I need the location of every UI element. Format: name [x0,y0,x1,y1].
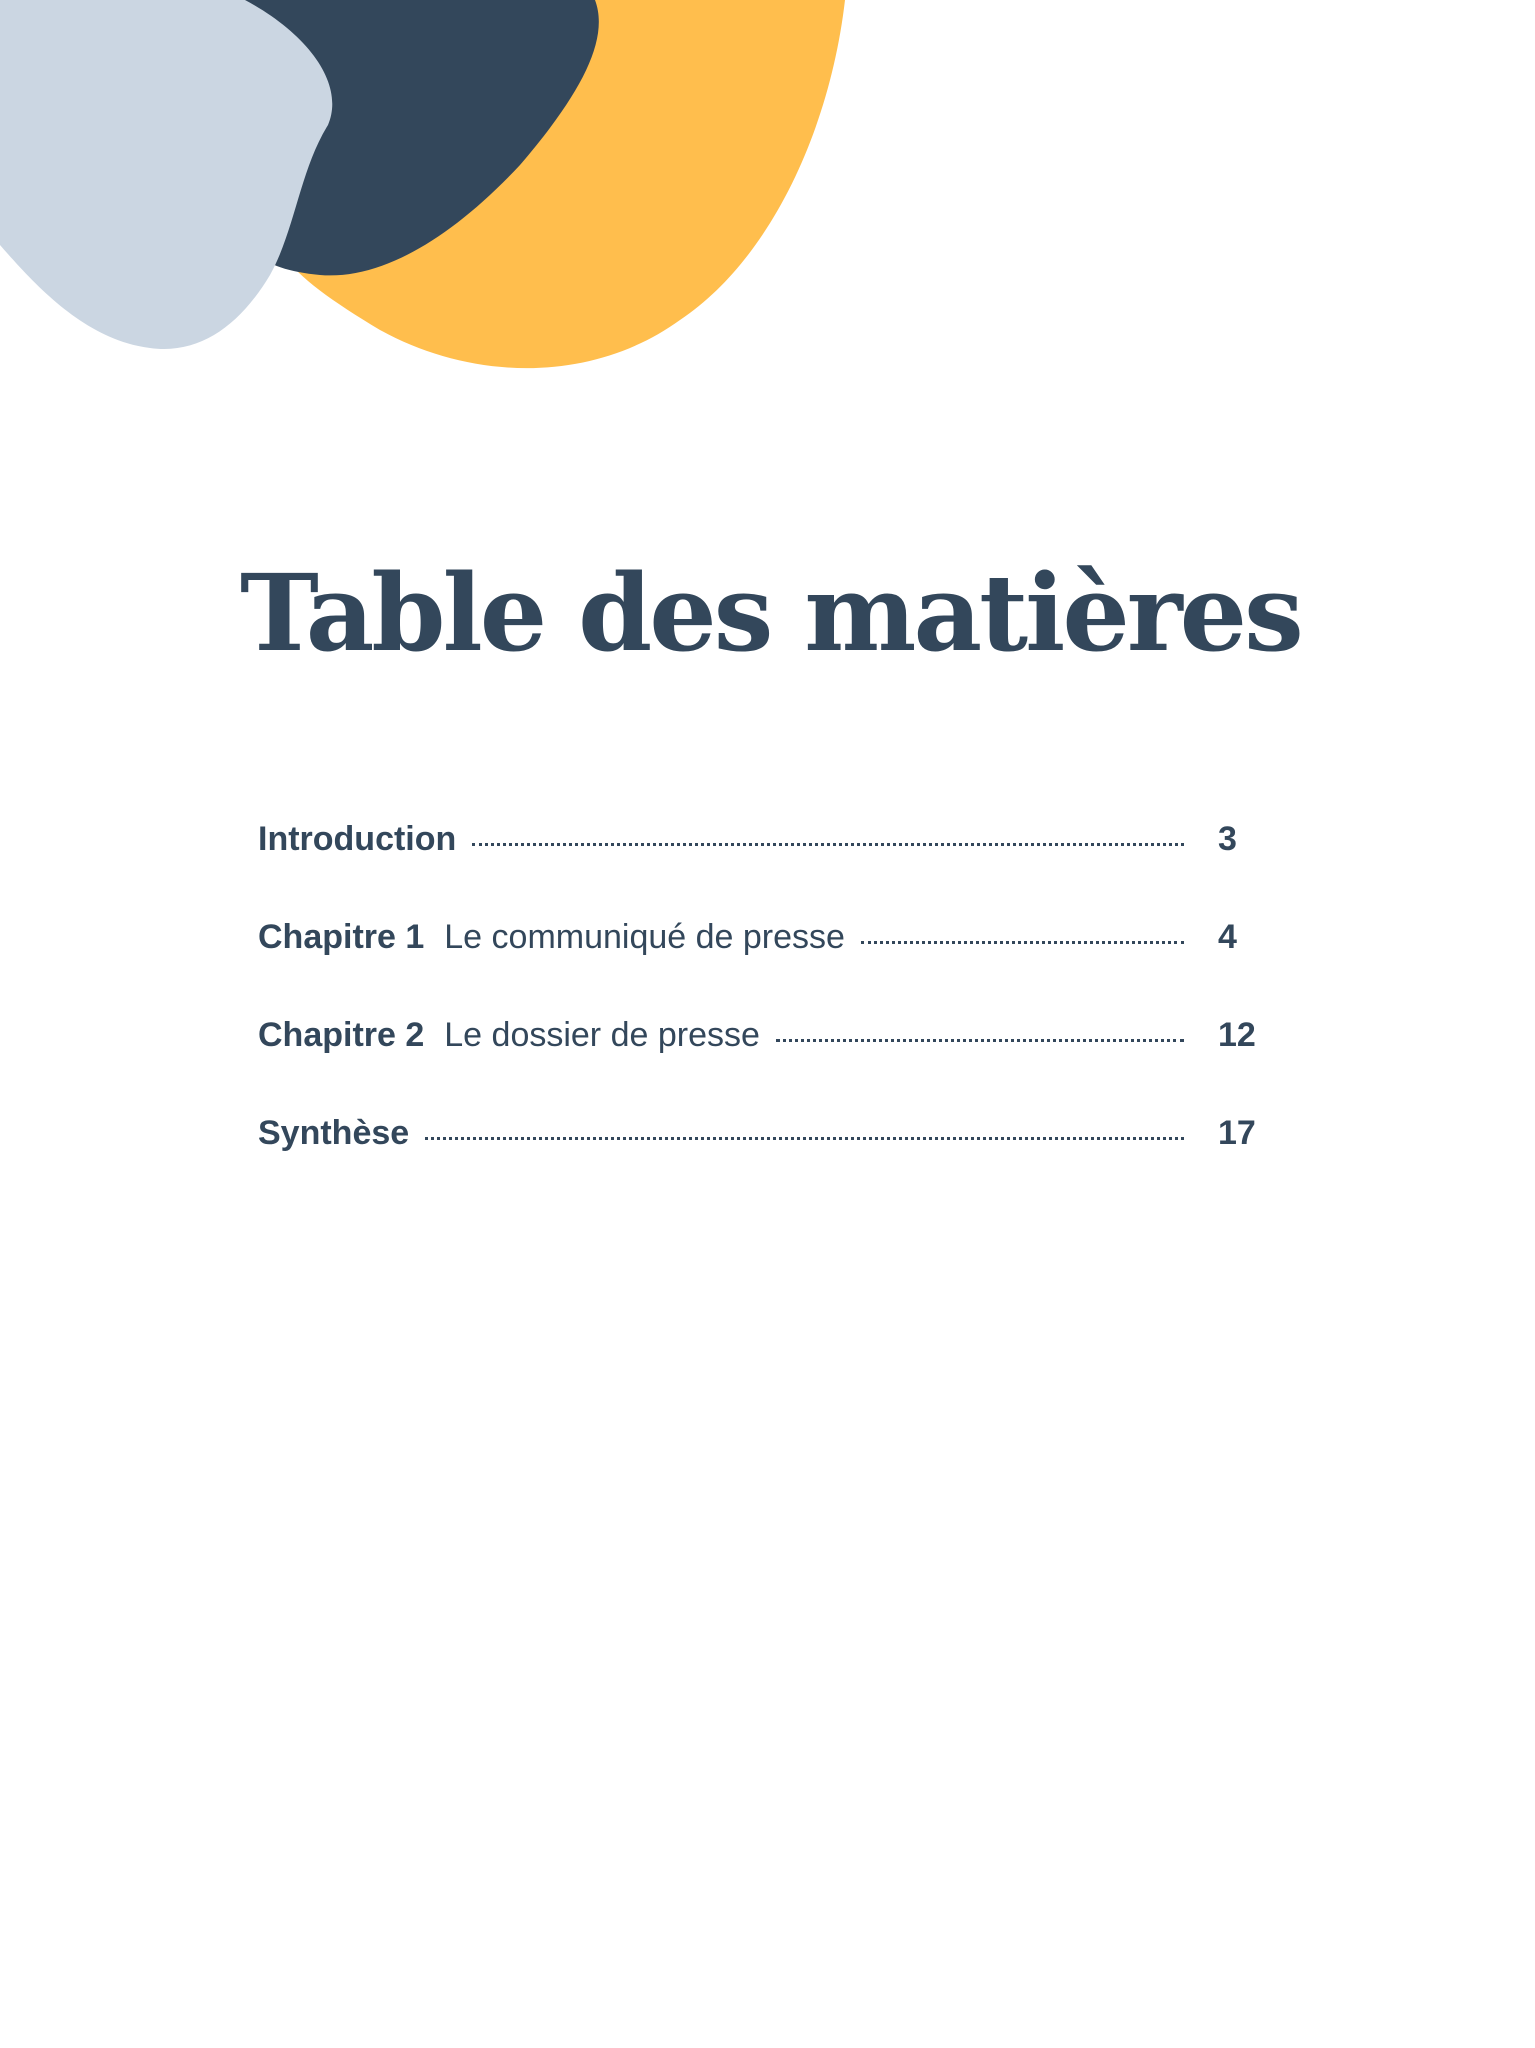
toc-entry-label: Introduction [258,820,457,858]
light-blob [0,0,332,349]
toc-chapter-title: Le communiqué de presse [444,918,845,956]
toc-entry-chapter-1[interactable] [258,918,1298,968]
page-title: Table des matières [240,550,1301,675]
toc-entry-label: Synthèse [258,1114,410,1152]
dot-leader [472,843,1184,846]
toc-chapter-label: Chapitre 2 [258,1016,425,1054]
dot-leader [425,1137,1184,1140]
dot-leader [861,941,1184,944]
toc-entry-introduction[interactable] [258,820,1298,870]
decorative-blobs [0,0,900,400]
toc-page-number: 17 [1218,1114,1256,1152]
toc-page-number: 3 [1218,820,1237,858]
toc-chapter-label: Chapitre 1 [258,918,425,956]
dot-leader [776,1039,1184,1042]
toc-page-number: 4 [1218,918,1237,956]
toc-chapter-title: Le dossier de presse [444,1016,760,1054]
toc-page-number: 12 [1218,1016,1256,1054]
toc-entry-chapter-2[interactable] [258,1016,1298,1066]
toc-entry-synthese[interactable] [258,1114,1298,1164]
